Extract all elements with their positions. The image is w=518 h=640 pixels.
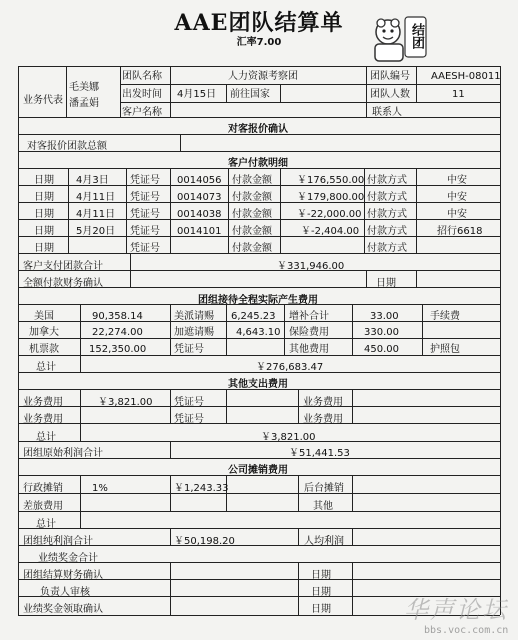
table-cell: 手续费 [430, 311, 460, 322]
table-cell: 团组原始利润合计 [23, 448, 103, 459]
table-rule [18, 493, 500, 494]
table-cell: 业务费用 [303, 397, 343, 408]
table-cell: 日期 [34, 175, 54, 186]
table-rule [416, 270, 417, 287]
table-rule [80, 389, 81, 423]
table-rule [180, 134, 181, 151]
table-cell: ￥-22,000.00 [297, 209, 362, 220]
table-cell: 5月20日 [76, 226, 116, 237]
table-cell: 付款金额 [232, 192, 272, 203]
table-cell: 中安 [447, 192, 467, 203]
exchange-rate: 汇率7.00 [236, 37, 282, 48]
table-rule [366, 66, 367, 117]
table-cell: 0014101 [177, 226, 222, 237]
table-cell: ￥179,800.00 [297, 192, 365, 203]
table-cell: 凭证号 [130, 243, 160, 254]
table-cell: 总计 [36, 432, 56, 443]
table-cell: 凭证号 [130, 209, 160, 220]
table-cell: 付款方式 [367, 243, 407, 254]
table-rule [298, 562, 299, 615]
table-rule [80, 304, 81, 355]
table-cell: 其他费用 [289, 344, 329, 355]
table-rule [126, 168, 127, 253]
table-cell: 90,358.14 [92, 311, 143, 322]
table-cell: 凭证号 [174, 344, 204, 355]
table-rule [66, 66, 67, 117]
table-cell: 出发时间 [122, 89, 162, 100]
table-rule [80, 475, 81, 528]
table-cell: 4,643.10 [236, 327, 281, 338]
table-rule [18, 441, 500, 442]
table-cell: 中安 [447, 209, 467, 220]
table-cell: ￥51,441.53 [289, 448, 350, 459]
table-cell: 450.00 [364, 344, 399, 355]
table-cell: 凭证号 [130, 226, 160, 237]
table-rule [352, 304, 353, 355]
table-cell: 招行6618 [437, 226, 483, 237]
table-cell: ￥3,821.00 [261, 432, 316, 443]
table-rule [130, 253, 131, 287]
table-cell: 付款金额 [232, 175, 272, 186]
table-cell: 4月11日 [76, 192, 116, 203]
table-cell: 团队人数 [370, 89, 410, 100]
table-cell: 前往国家 [230, 89, 270, 100]
table-cell: 负责人审核 [40, 587, 90, 598]
table-cell: 对客报价团款总额 [27, 141, 107, 152]
table-cell: 日期 [311, 570, 331, 581]
table-cell: 差旅费用 [23, 501, 63, 512]
table-cell: 美国 [34, 311, 54, 322]
table-cell: 日期 [376, 278, 396, 289]
table-rule [352, 528, 353, 545]
stamp-text: 结团 [409, 23, 424, 49]
table-cell: 付款方式 [367, 175, 407, 186]
table-rule [352, 389, 353, 423]
table-cell: 付款金额 [232, 226, 272, 237]
table-cell: 日期 [34, 209, 54, 220]
table-cell: 付款方式 [367, 209, 407, 220]
table-cell: ￥-2,404.00 [301, 226, 360, 237]
table-cell: 其他支出费用 [228, 379, 288, 390]
table-rule [298, 475, 299, 511]
table-cell: 团组接待全程实际产生费用 [198, 295, 318, 306]
table-cell: 人均利润 [304, 536, 344, 547]
table-rule [18, 406, 500, 407]
table-cell: 公司摊销费用 [228, 465, 288, 476]
table-cell: 客户付款明细 [228, 158, 288, 169]
table-rule [226, 389, 227, 423]
table-cell: 护照包 [430, 344, 460, 355]
table-cell: 凭证号 [174, 397, 204, 408]
table-cell: 22,274.00 [92, 327, 143, 338]
table-cell: 凭证号 [130, 175, 160, 186]
table-cell: 4月15日 [177, 89, 217, 100]
table-rule [170, 475, 171, 511]
table-cell: 业务费用 [23, 414, 63, 425]
table-rule [352, 562, 353, 615]
table-rule [18, 511, 500, 512]
watermark-logo: 华声论坛 [404, 596, 508, 624]
table-cell: 后台摊销 [304, 483, 344, 494]
table-rule [120, 102, 500, 103]
table-cell: 1% [92, 483, 108, 494]
table-cell: 6,245.23 [231, 311, 276, 322]
table-cell: ￥1,243.33 [174, 483, 229, 494]
document-title: AAE团队结算单 [174, 10, 344, 36]
table-rule [170, 389, 171, 423]
table-cell: 4月3日 [76, 175, 109, 186]
table-cell: ￥3,821.00 [98, 397, 153, 408]
table-cell: 付款金额 [232, 243, 272, 254]
table-cell: 日期 [34, 226, 54, 237]
table-cell: 330.00 [364, 327, 399, 338]
table-cell: 对客报价确认 [228, 124, 288, 135]
table-cell: ￥50,198.20 [174, 536, 235, 547]
table-cell: 日期 [311, 587, 331, 598]
table-cell: 其他 [313, 501, 333, 512]
table-rule [416, 66, 417, 102]
table-cell: 美派请赐 [174, 311, 214, 322]
table-rule [170, 66, 171, 117]
table-cell: 凭证号 [174, 414, 204, 425]
table-cell: 业绩奖金领取确认 [23, 604, 103, 615]
table-rule [280, 168, 281, 253]
table-cell: 潘孟娟 [69, 98, 99, 109]
table-cell: 33.00 [370, 311, 399, 322]
table-cell: 加遮请赐 [174, 327, 214, 338]
table-cell: 业务费用 [303, 414, 343, 425]
table-cell: 11 [452, 89, 465, 100]
table-rule [226, 304, 227, 355]
table-cell: 业绩奖金合计 [38, 553, 98, 564]
table-cell: 行政摊销 [23, 483, 63, 494]
table-cell: 团组结算财务确认 [23, 570, 103, 581]
table-cell: 毛美娜 [69, 82, 99, 93]
table-rule [500, 66, 501, 615]
table-cell: 0014073 [177, 192, 222, 203]
table-rule [170, 168, 171, 253]
table-rule [284, 304, 285, 355]
table-rule [416, 168, 417, 253]
table-cell: 业务代表 [23, 95, 63, 106]
table-cell: 联系人 [372, 107, 402, 118]
table-cell: 团队名称 [122, 71, 162, 82]
table-cell: 日期 [34, 192, 54, 203]
table-cell: 4月11日 [76, 209, 116, 220]
table-rule [298, 528, 299, 545]
table-rule [80, 355, 81, 372]
table-cell: 日期 [34, 243, 54, 254]
table-rule [170, 528, 171, 545]
table-rule [228, 168, 229, 253]
table-rule [68, 168, 69, 253]
table-cell: 0014038 [177, 209, 222, 220]
table-cell: 152,350.00 [89, 344, 147, 355]
table-cell: 客户名称 [122, 107, 162, 118]
table-rule [170, 562, 171, 615]
table-cell: 人力资源考察团 [228, 71, 298, 82]
table-cell: 业务费用 [23, 397, 63, 408]
table-cell: 总计 [36, 519, 56, 530]
table-rule [422, 304, 423, 355]
table-cell: 付款金额 [232, 209, 272, 220]
table-cell: 团队编号 [370, 71, 410, 82]
table-rule [80, 423, 81, 441]
table-cell: 日期 [311, 604, 331, 615]
table-rule [120, 66, 121, 117]
table-cell: 机票款 [29, 344, 59, 355]
table-rule [170, 304, 171, 355]
table-cell: ￥276,683.47 [256, 362, 324, 373]
table-rule [120, 84, 500, 85]
table-cell: 增补合计 [289, 311, 329, 322]
table-rule [226, 84, 227, 102]
table-rule [18, 66, 19, 615]
table-cell: 客户支付团款合计 [23, 261, 103, 272]
table-rule [298, 389, 299, 423]
table-rule [18, 66, 500, 67]
table-rule [18, 528, 500, 529]
table-cell: ￥331,946.00 [277, 261, 345, 272]
table-rule [352, 475, 353, 511]
table-cell: 总计 [36, 362, 56, 373]
table-cell: 团组纯利润合计 [23, 536, 93, 547]
table-rule [18, 117, 500, 118]
table-rule [280, 84, 281, 102]
watermark-url: bbs.voc.com.cn [424, 625, 509, 636]
table-cell: 付款方式 [367, 226, 407, 237]
table-cell: AAESH-08011 [431, 71, 501, 82]
table-cell: 凭证号 [130, 192, 160, 203]
table-rule [366, 270, 367, 287]
table-cell: 中安 [447, 175, 467, 186]
table-cell: 0014056 [177, 175, 222, 186]
table-cell: 付款方式 [367, 192, 407, 203]
table-cell: ￥176,550.00 [297, 175, 365, 186]
table-cell: 加拿大 [29, 327, 59, 338]
table-rule [18, 423, 500, 424]
table-cell: 保险费用 [289, 327, 329, 338]
table-cell: 全额付款财务确认 [23, 278, 103, 289]
table-rule [170, 441, 171, 458]
